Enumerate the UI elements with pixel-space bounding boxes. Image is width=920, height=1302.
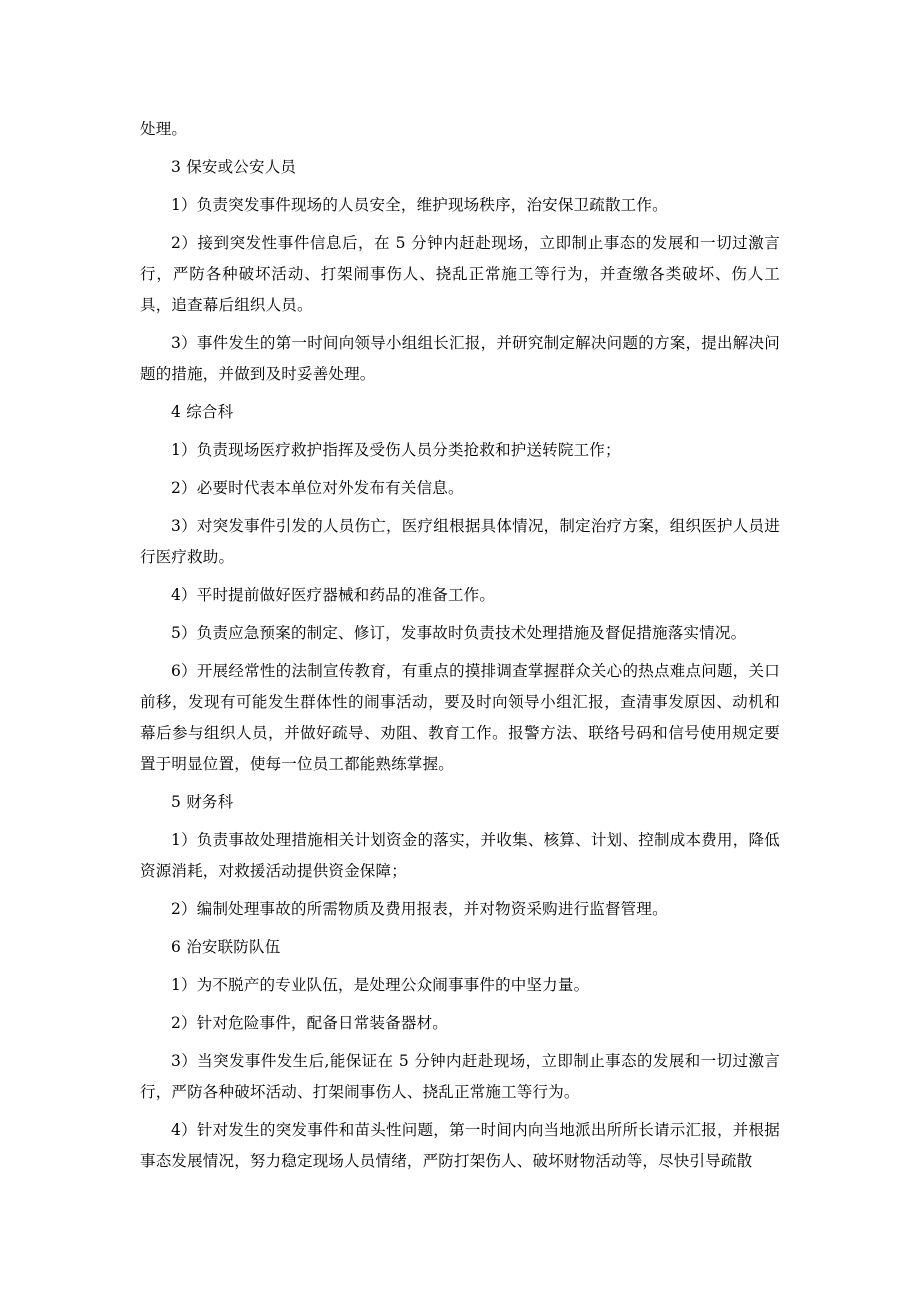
paragraph: 2）必要时代表本单位对外发布有关信息。 (171, 479, 464, 497)
paragraph: 1）负责事故处理措施相关计划资金的落实，并收集、核算、计划、控制成本费用，降低资源消耗，对救援活动提供资金保障； (140, 831, 780, 880)
document-body (140, 114, 780, 1184)
paragraph: 3）当突发事件发生后,能保证在 5 分钟内赶赴现场，立即制止事态的发展和一切过激言行，严防各种破坏活动、打架闹事伤人、挠乱正常施工等行为。 (140, 1052, 780, 1101)
paragraph: 1）负责突发事件现场的人员安全，维护现场秩序，治安保卫疏散工作。 (171, 196, 668, 214)
paragraph: 5）负责应急预案的制定、修订，发事故时负责技术处理措施及督促措施落实情况。 (171, 624, 747, 642)
paragraph: 2）接到突发性事件信息后，在 5 分钟内赶赴现场，立即制止事态的发展和一切过激言行，严防各种破坏活动、打架闹事伤人、挠乱正常施工等行为，并查缴各类破坏、伤人工具，追查幕后组织人员。 (140, 234, 780, 314)
paragraph: 4）平时提前做好医疗器械和药品的准备工作。 (171, 586, 496, 604)
paragraph: 2）针对危险事件，配备日常装备器材。 (171, 1014, 448, 1032)
paragraph-continuation: 处理。 (140, 120, 188, 138)
paragraph: 1）负责现场医疗救护指挥及受伤人员分类抢救和护送转院工作； (171, 441, 621, 459)
section-heading-security: 3 保安或公安人员 (171, 158, 297, 176)
section-heading-security-team: 6 治安联防队伍 (171, 938, 281, 956)
section-heading-general-office: 4 综合科 (171, 403, 234, 421)
paragraph: 1）为不脱产的专业队伍，是处理公众闹事事件的中坚力量。 (171, 976, 590, 994)
paragraph: 3）对突发事件引发的人员伤亡，医疗组根据具体情况，制定治疗方案，组织医护人员进行医疗救助。 (140, 517, 780, 566)
paragraph: 6）开展经常性的法制宣传教育，有重点的摸排调查掌握群众关心的热点难点问题，关口前移，发现有可能发生群体性的闹事活动，要及时向领导小组汇报，查清事发原因、动机和幕后参与组织人员，并做好疏导、劝阻、教育工作。报警方法、联络号码和信号使用规定要置于明显位置，使每一位员工都能熟练掌握。 (140, 662, 780, 773)
paragraph: 3）事件发生的第一时间向领导小组组长汇报，并研究制定解决问题的方案，提出解决问题的措施，并做到及时妥善处理。 (140, 334, 780, 383)
paragraph: 2）编制处理事故的所需物质及费用报表，并对物资采购进行监督管理。 (171, 900, 668, 918)
section-heading-finance: 5 财务科 (171, 793, 234, 811)
paragraph: 4）针对发生的突发事件和苗头性问题，第一时间内向当地派出所所长请示汇报，并根据事态发展情况，努力稳定现场人员情绪，严防打架伤人、破坏财物活动等，尽快引导疏散 (140, 1121, 780, 1170)
